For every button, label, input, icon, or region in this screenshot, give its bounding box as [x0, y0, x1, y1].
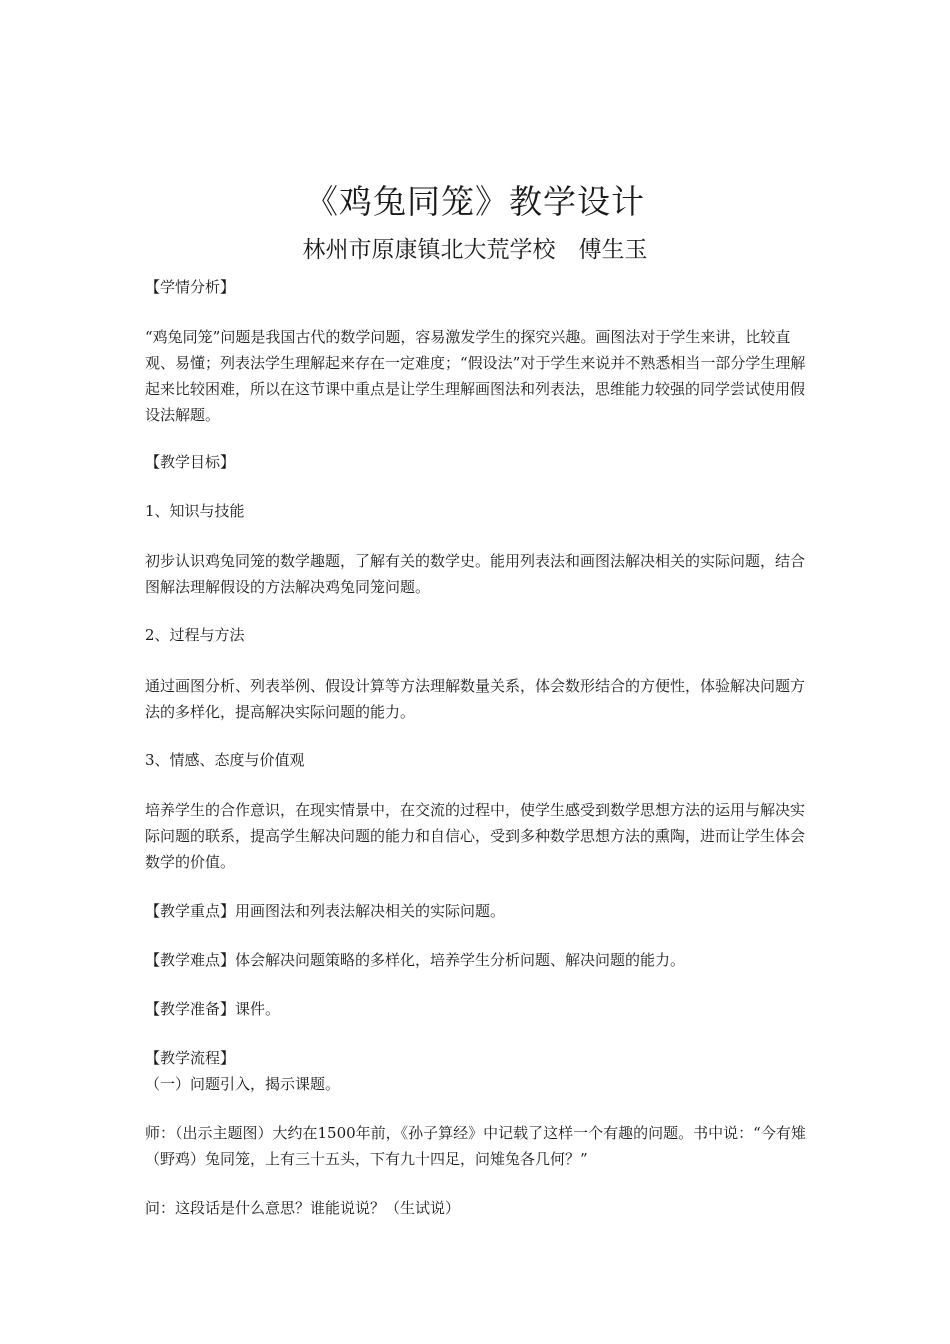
teaching-goals-heading: 【教学目标】 [145, 453, 236, 471]
goal-2-paragraph: 通过画图分析、列表举例、假设计算等方法理解数量关系，体会数形结合的方便性，体验解决问题方法的多样化，提高解决实际问题的能力。 [145, 677, 806, 721]
goal-3-paragraph: 培养学生的合作意识，在现实情景中，在交流的过程中，使学生感受到数学思想方法的运用与解决实际问题的联系，提高学生解决问题的能力和自信心，受到多种数学思想方法的熏陶，进而让学生体会数学的价值。 [145, 801, 806, 871]
goal-1-paragraph: 初步认识鸡兔同笼的数学趣题，了解有关的数学史。能用列表法和画图法解决相关的实际问题，结合图解法理解假设的方法解决鸡兔同笼问题。 [145, 552, 806, 596]
teaching-flow-heading: 【教学流程】 [145, 1049, 236, 1067]
question-line: 问：这段话是什么意思？谁能说说？（生试说） [145, 1199, 461, 1217]
learning-analysis-heading: 【学情分析】 [145, 278, 236, 296]
learning-analysis-paragraph: “鸡兔同笼”问题是我国古代的数学问题，容易激发学生的探究兴趣。画图法对于学生来讲，比较直观、易懂；列表法学生理解起来存在一定难度；“假设法”对于学生来说并不熟悉相当一部分学生理解起来比较困难，所以在这节课中重点是让学生理解画图法和列表法，思维能力较强的同学尝试使用假设法解题。 [145, 328, 806, 424]
goal-2-heading: 2、过程与方法 [145, 626, 245, 644]
key-point-line: 【教学重点】用画图法和列表法解决相关的实际问题。 [145, 902, 506, 920]
difficulty-line: 【教学难点】体会解决问题策略的多样化，培养学生分析问题、解决问题的能力。 [145, 951, 686, 969]
flow-step-1: （一）问题引入，揭示课题。 [145, 1075, 341, 1093]
goal-3-heading: 3、情感、态度与价值观 [145, 751, 305, 769]
teacher-line: 师：（出示主题图）大约在1500年前，《孙子算经》中记载了这样一个有趣的问题。书中说：“今有雉（野鸡）兔同笼，上有三十五头，下有九十四足，问雉兔各几何？” [145, 1124, 806, 1168]
goal-1-heading: 1、知识与技能 [145, 502, 245, 520]
preparation-line: 【教学准备】课件。 [145, 1000, 281, 1018]
document-author: 林州市原康镇北大荒学校 傅生玉 [302, 237, 648, 263]
document-title: 《鸡兔同笼》教学设计 [305, 182, 645, 221]
